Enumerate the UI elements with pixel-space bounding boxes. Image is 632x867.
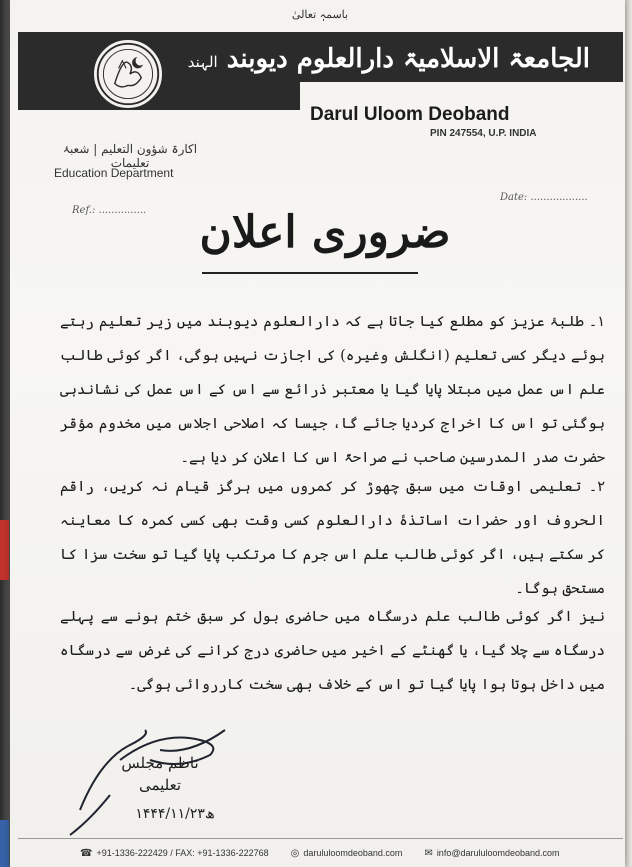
notice-paragraph-1: ۱۔ طلبۂ عزیز کو مطلع کیا جاتا ہے کہ دارالعلوم دیوبند میں زیر تعلیم رہتے ہوئے دیگر کسی تعلیم (انگلش وغیرہ) کی اجازت نہیں ہوگی، اگر کوئی طالب علم اس عمل میں مبتلا پایا گیا یا معتبر ذرائع سے اس کے اس عمل کی نشاندہی ہوگئی تو اس کا اخراج کردیا جائے گا، جیسا کہ اصلاحی اجلاس میں مخدوم مؤقر حضرت صدر المدرسین صاحب نے صراحۃً اس کا اعلان کر دیا ہے۔ xyxy=(60,314,605,466)
ref-field: Ref.: ............... xyxy=(72,205,147,216)
department-name-urdu: اکارۃ شؤون التعلیم | شعبۂ تعلیمات xyxy=(62,142,198,170)
institution-name-urdu-text: الجامعۃ الاسلامیۃ دارالعلوم دیوبند xyxy=(226,44,590,74)
footer-phone-text: +91-1336-222429 / FAX: +91-1336-222768 xyxy=(96,848,269,858)
notice-paper xyxy=(10,0,625,867)
footer-website-text[interactable]: darululoomdeoband.com xyxy=(303,848,403,858)
date-field: Date: .................. xyxy=(500,192,588,203)
institution-pin: PIN 247554, U.P. INDIA xyxy=(430,128,537,139)
institution-name-urdu xyxy=(187,36,590,82)
bismillah-text: باسمہٖ تعالیٰ xyxy=(291,8,349,21)
institution-suffix-urdu: الہند xyxy=(187,53,218,71)
red-poster-edge xyxy=(0,520,9,580)
institution-name-english: Darul Uloom Deoband xyxy=(310,104,510,125)
title-underline xyxy=(202,272,418,274)
notice-title: ضروری اعلان xyxy=(199,207,451,258)
globe-icon: ◎ xyxy=(290,847,300,859)
footer-website[interactable] xyxy=(291,848,403,859)
email-icon: ✉ xyxy=(424,847,433,859)
seal-emblem-icon xyxy=(92,38,164,110)
footer-email[interactable] xyxy=(424,848,559,859)
notice-paragraph-2: ۲۔ تعلیمی اوقات میں سبق چھوڑ کر کمروں میں ہرگز قیام نہ کریں، راقم الحروف اور حضرات اساتذۂ دارالعلوم کسی وقت بھی کسی کمرہ کا معاینہ کر سکتے ہیں، اگر کوئی طالب علم اس جرم کا مرتکب پایا گیا تو سخت سزا کا مستحق ہوگا۔ xyxy=(60,479,605,597)
footer-phone xyxy=(80,848,269,859)
signatory-title: ناظم مجلس تعلیمی xyxy=(121,754,199,794)
notice-paragraph-3: نیز اگر کوئی طالب علم درسگاہ میں حاضری بول کر سبق ختم ہونے سے پہلے درسگاہ سے چلا گیا، یا گھنٹے کے اخیر میں حاضری درج کرانے کی غرض سے درسگاہ میں داخل ہوتا ہوا پایا گیا تو اس کے خلاف بھی سخت کارروائی ہوگی۔ xyxy=(60,609,605,693)
blue-poster-edge xyxy=(0,820,9,867)
signature-date: ۱۴۴۴/۱۱/۲۳ھ xyxy=(135,806,215,822)
footer-divider xyxy=(18,838,623,839)
footer-email-text[interactable]: info@darululoomdeoband.com xyxy=(436,848,560,858)
footer-contact xyxy=(80,844,620,862)
department-name-english: Education Department xyxy=(54,166,174,180)
phone-icon: ☎ xyxy=(80,847,93,859)
